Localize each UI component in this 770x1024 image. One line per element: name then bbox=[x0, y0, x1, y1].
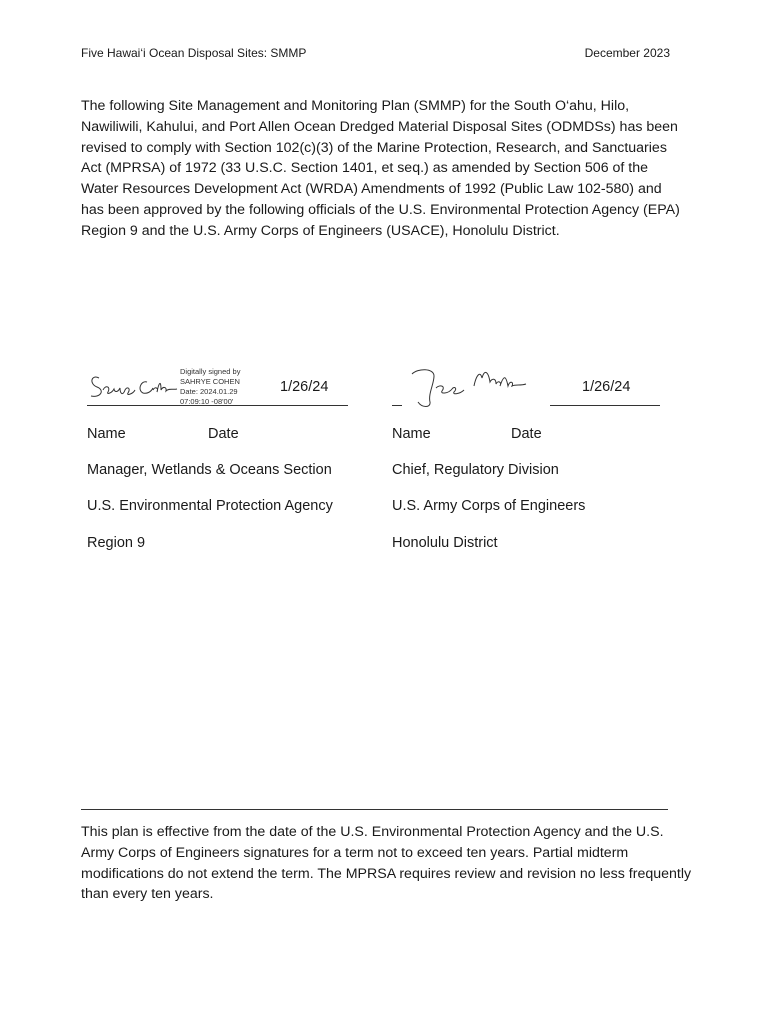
signature-block-epa bbox=[87, 360, 352, 420]
stamp-line: Digitally signed by bbox=[180, 367, 241, 376]
date-label-left: Date bbox=[208, 426, 239, 442]
signer-organization-right: U.S. Army Corps of Engineers bbox=[392, 498, 586, 514]
handwritten-signature-martin bbox=[404, 364, 554, 408]
stamp-time: 07:09:10 -08'00' bbox=[180, 397, 234, 406]
signer-title-left: Manager, Wetlands & Oceans Section bbox=[87, 462, 332, 478]
signature-line bbox=[392, 405, 402, 406]
signature-block-usace bbox=[392, 360, 664, 420]
signature-line bbox=[87, 405, 348, 406]
signer-unit-right: Honolulu District bbox=[392, 535, 498, 551]
handwritten-signature-cohen bbox=[87, 368, 179, 404]
signature-date: 1/26/24 bbox=[582, 379, 631, 395]
signature-date: 1/26/24 bbox=[280, 379, 329, 395]
header-document-title: Five Hawai‘i Ocean Disposal Sites: SMMP bbox=[81, 46, 307, 60]
stamp-signer: SAHRYE COHEN bbox=[180, 377, 240, 386]
signer-organization-left: U.S. Environmental Protection Agency bbox=[87, 498, 333, 514]
intro-paragraph: The following Site Management and Monitoring Plan (SMMP) for the South O‘ahu, Hilo, Nawiliwili, Kahului, and Port Allen Ocean Dredged Material Disposal Sites (ODMDSs) has been revised to comply with Section 102(c)(3) of the Marine Protection, Research, and Sanctuaries Act (MPRSA) of 1972 (33 U.S.C. Section 1401, et seq.) as amended by Section 506 of the Water Resources Development Act (WRDA) Amendments of 1992 (Public Law 102-580) and has been approved by the following officials of the U.S. Environmental Protection Agency (EPA) Region 9 and the U.S. Army Corps of Engineers (USACE), Honolulu District. bbox=[81, 98, 680, 239]
stamp-date: Date: 2024.01.29 bbox=[180, 387, 238, 396]
date-line bbox=[550, 405, 660, 406]
signer-title-right: Chief, Regulatory Division bbox=[392, 462, 559, 478]
footer-divider bbox=[81, 809, 668, 810]
digital-signature-stamp bbox=[180, 367, 240, 407]
footer-paragraph: This plan is effective from the date of the U.S. Environmental Protection Agency and the U.S. Army Corps of Engineers signatures for a term not to exceed ten years. Partial midterm modifications do not extend the term. The MPRSA requires review and revision no less frequently than every ten years. bbox=[81, 824, 692, 903]
name-label-right: Name bbox=[392, 426, 431, 442]
name-label-left: Name bbox=[87, 426, 126, 442]
signer-unit-left: Region 9 bbox=[87, 535, 146, 551]
date-label-right: Date bbox=[511, 426, 542, 442]
header-date: December 2023 bbox=[584, 46, 670, 60]
